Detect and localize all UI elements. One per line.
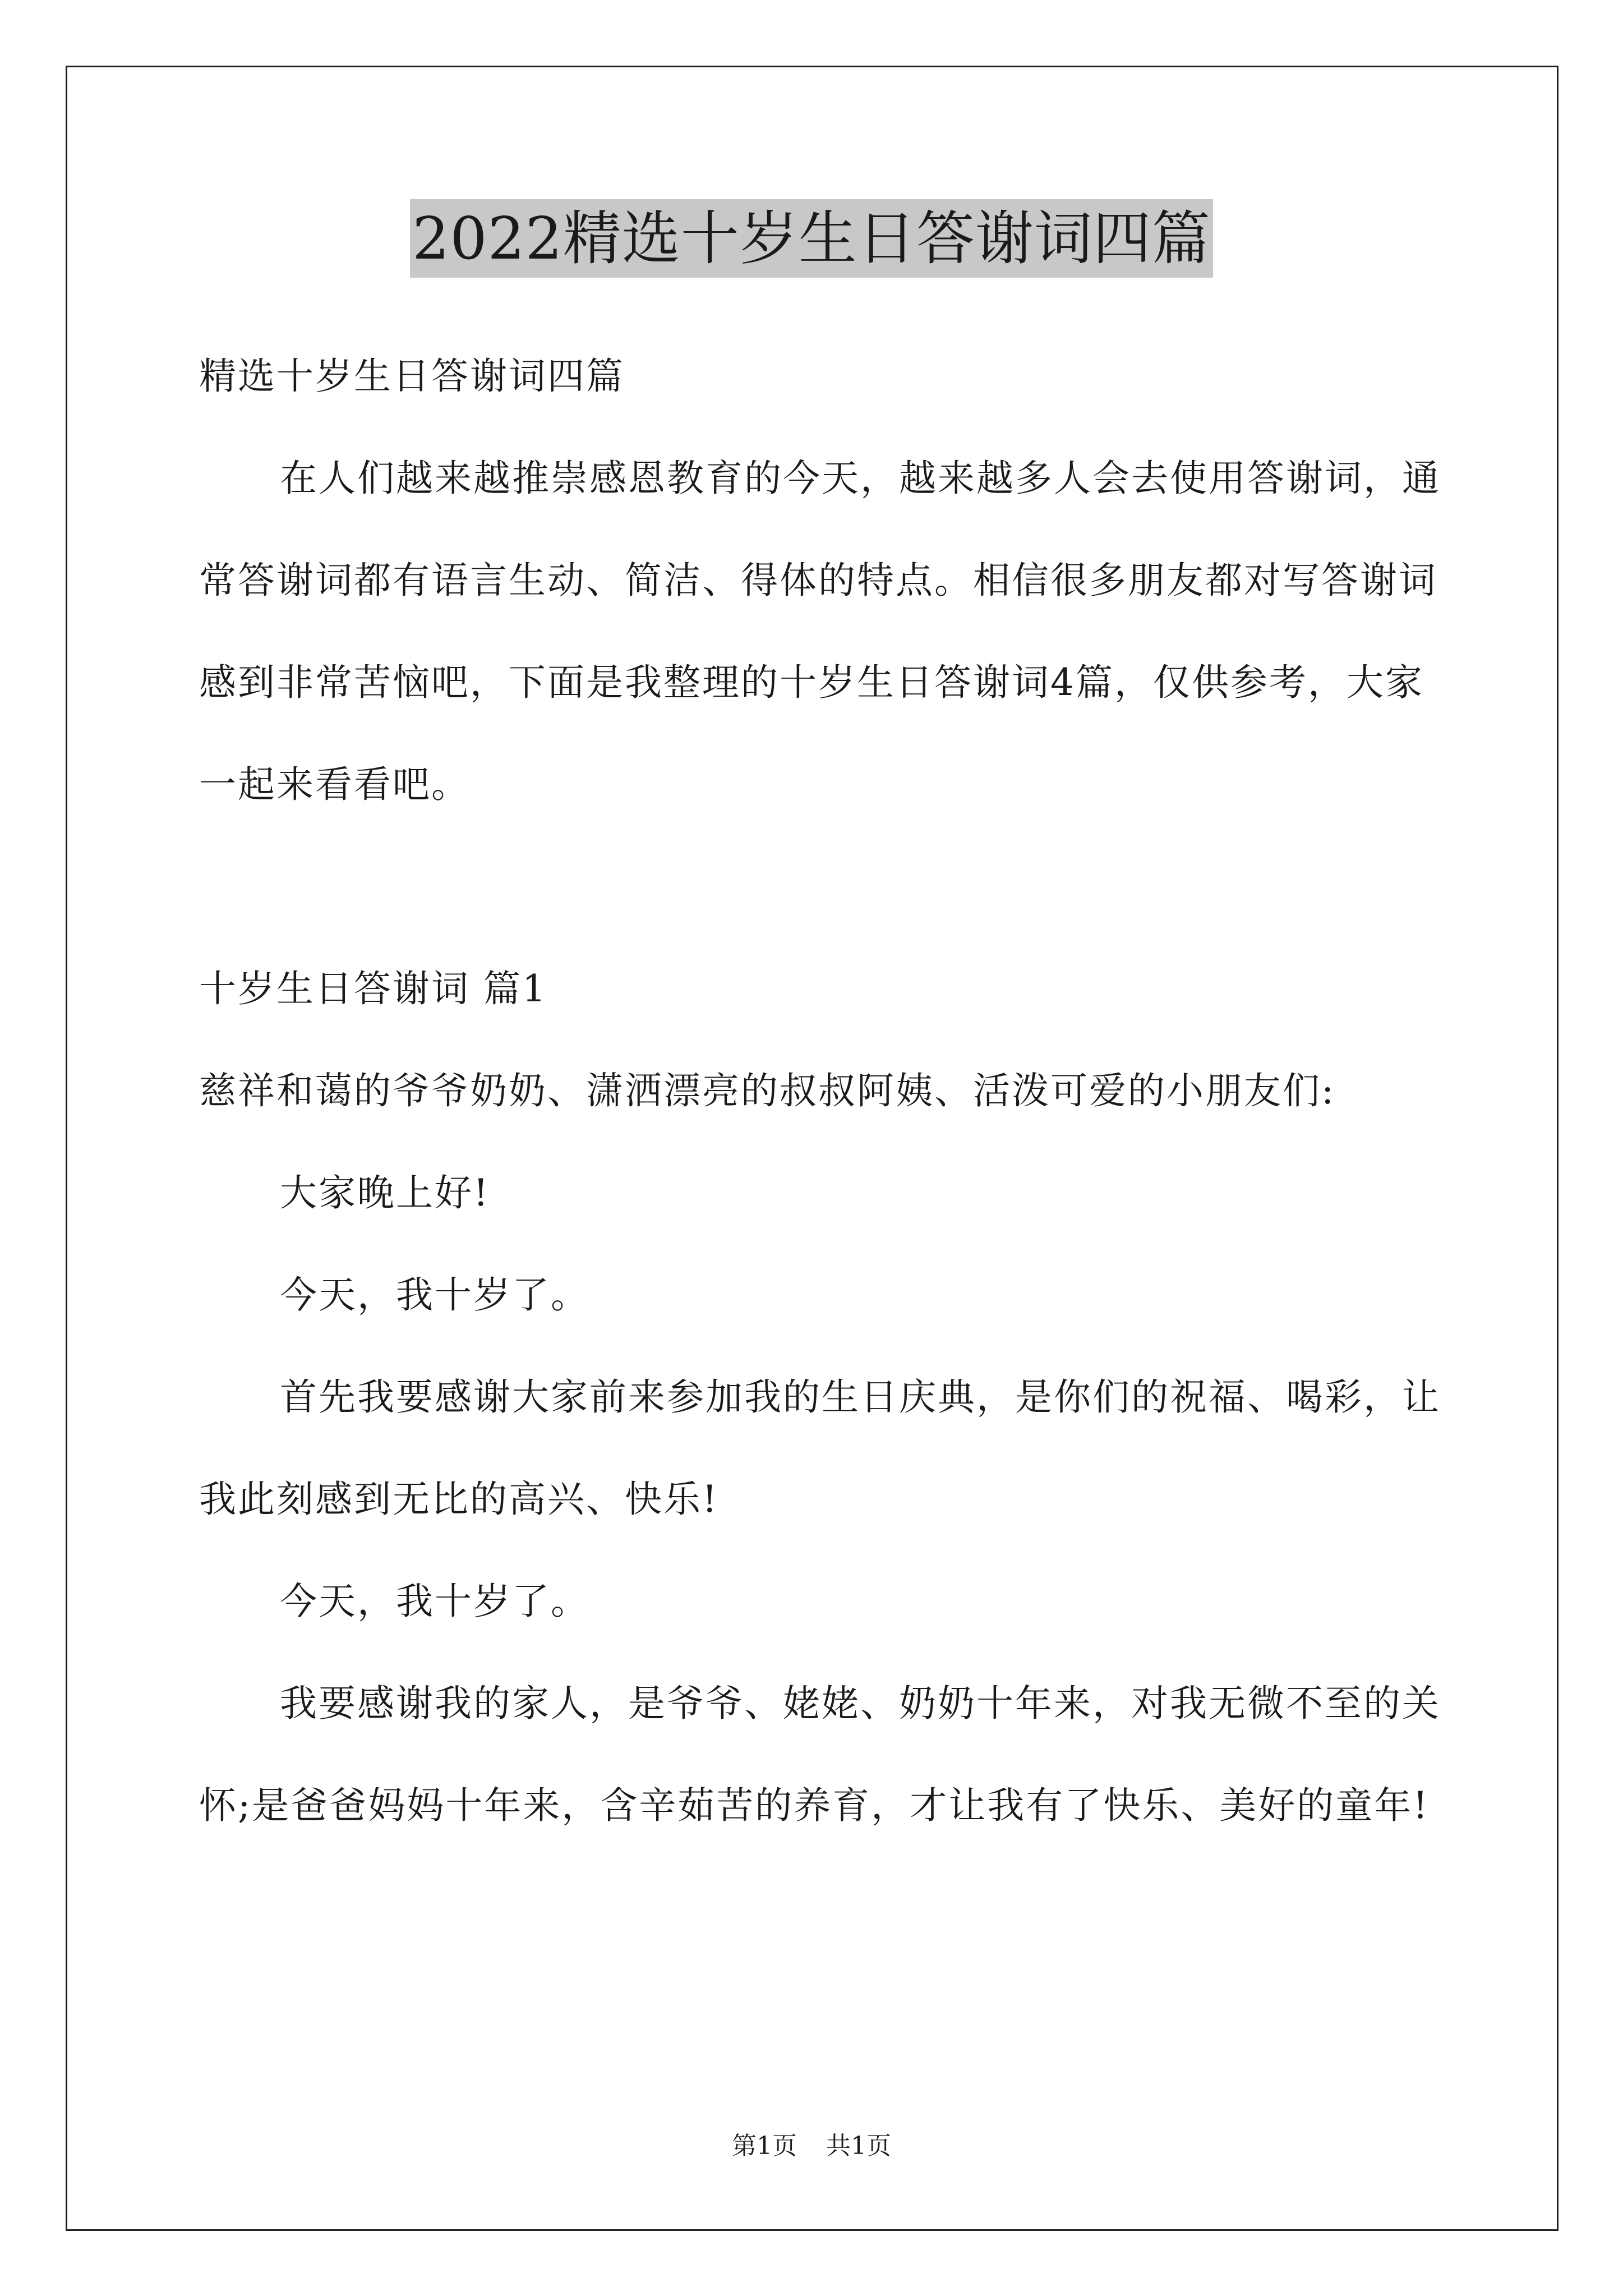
greeting-paragraph: 大家晚上好! <box>280 1171 490 1214</box>
intro-paragraph: 在人们越来越推崇感恩教育的今天，越来越多人会去使用答谢词，通常答谢词都有语言生动、简洁、得体的特点。相信很多朋友都对写答谢词感到非常苦恼吧，下面是我整理的十岁生日答谢词4篇，仅供参考，大家一起来看看吧。 <box>199 457 1441 806</box>
body-paragraph: 今天，我十岁了。 <box>280 1580 589 1623</box>
document-title <box>0 199 1623 278</box>
paragraph-spacer <box>199 836 1450 938</box>
section-heading: 十岁生日答谢词 篇1 <box>199 967 547 1010</box>
body-paragraph: 我要感谢我的家人，是爷爷、姥姥、奶奶十年来，对我无微不至的关怀;是爸爸妈妈十年来，含辛茹苦的养育，才让我有了快乐、美好的童年! <box>199 1682 1441 1827</box>
subtitle-paragraph: 精选十岁生日答谢词四篇 <box>199 355 625 398</box>
document-title-text: 2022精选十岁生日答谢词四篇 <box>410 199 1213 278</box>
page-footer <box>0 2129 1623 2163</box>
document-body <box>199 325 1450 1857</box>
page-number-total: 共1页 <box>826 2132 891 2160</box>
body-paragraph: 首先我要感谢大家前来参加我的生日庆典，是你们的祝福、喝彩，让我此刻感到无比的高兴、快乐! <box>199 1375 1441 1521</box>
body-paragraph: 今天，我十岁了。 <box>280 1273 589 1317</box>
salutation-paragraph: 慈祥和蔼的爷爷奶奶、潇洒漂亮的叔叔阿姨、活泼可爱的小朋友们: <box>199 1069 1336 1112</box>
page-number-current: 第1页 <box>732 2132 797 2160</box>
